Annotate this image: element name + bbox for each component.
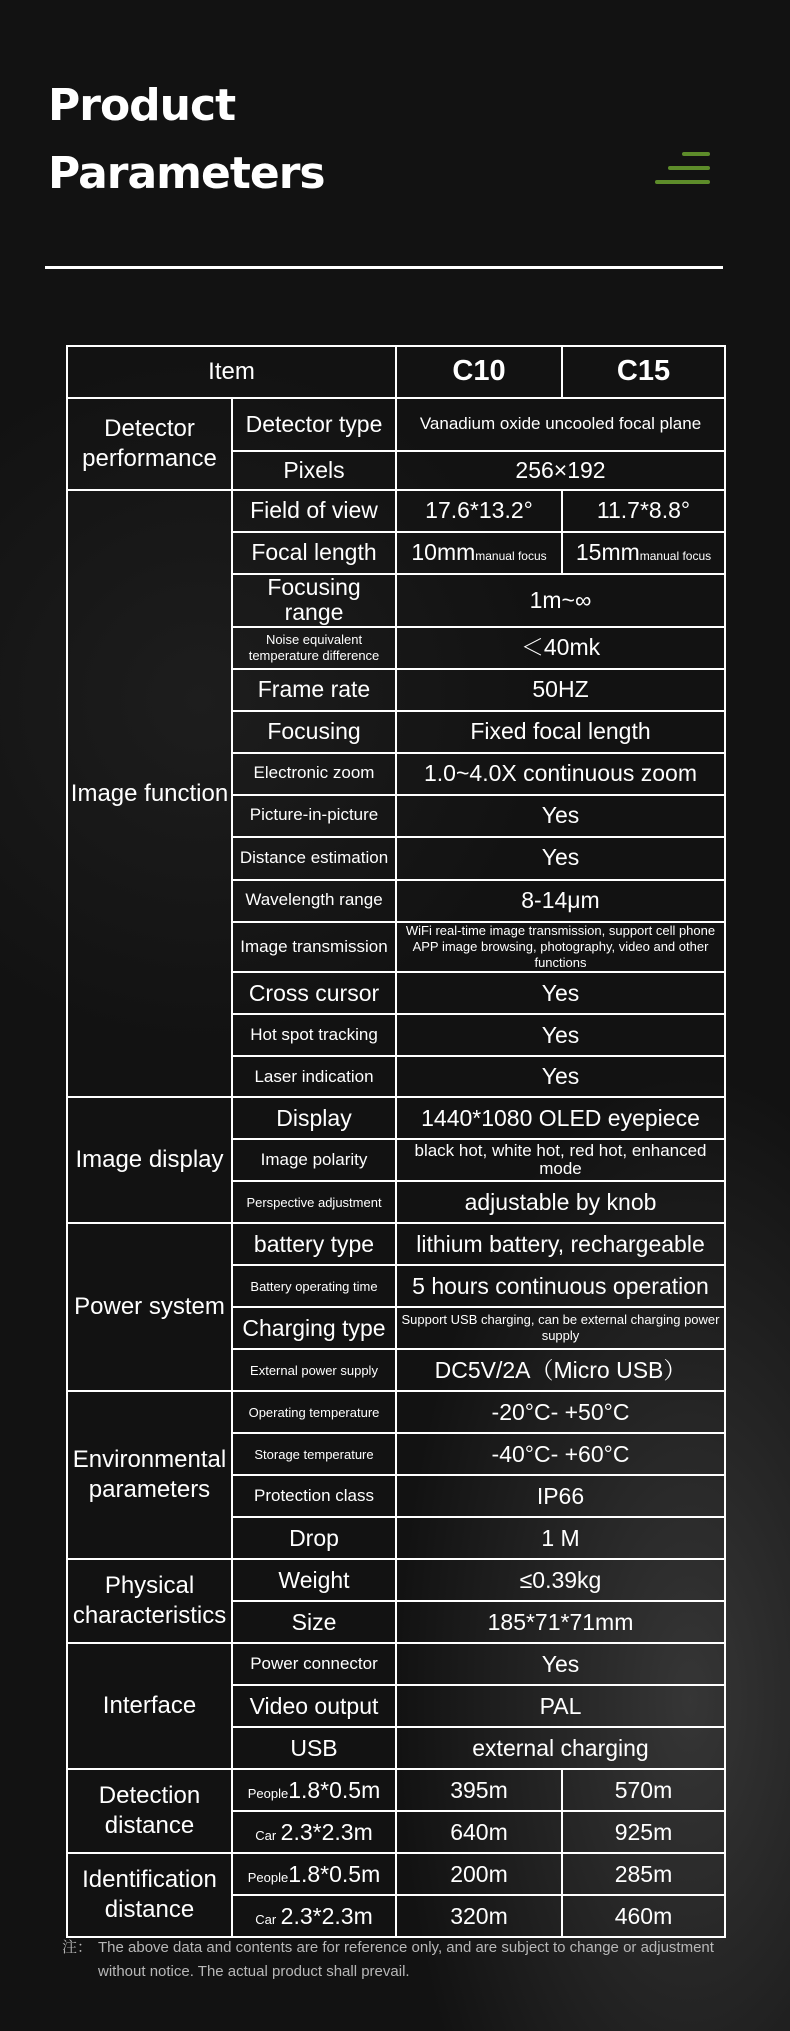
row-label-pip: Picture-in-picture: [232, 795, 396, 837]
row-label-hot-spot: Hot spot tracking: [232, 1014, 396, 1056]
row-label-display: Display: [232, 1097, 396, 1139]
header-item: Item: [67, 346, 396, 398]
row-label-focusing: Focusing: [232, 711, 396, 753]
manual-focus-note: manual focus: [639, 549, 712, 564]
focal-length-c15: 15mm: [575, 539, 640, 566]
row-label-battery-time: Battery operating time: [232, 1265, 396, 1307]
table-row: [67, 1559, 725, 1601]
row-value-detection-car-c15: 925m: [562, 1811, 725, 1853]
row-value-detection-people-c10: 395m: [396, 1769, 562, 1811]
row-value-wavelength: 8-14μm: [396, 880, 725, 922]
row-label-pixels: Pixels: [232, 451, 396, 490]
target-size: 1.8*0.5m: [288, 1860, 381, 1887]
group-power: Power system: [67, 1223, 232, 1391]
prefix-people: People: [247, 1785, 289, 1801]
row-value-focusing: Fixed focal length: [396, 711, 725, 753]
lines-decoration-icon: [655, 152, 710, 188]
row-value-polarity: black hot, white hot, red hot, enhanced mode: [396, 1139, 725, 1181]
row-label-distance-estimation: Distance estimation: [232, 837, 396, 880]
parameters-table: [66, 345, 726, 1938]
prefix-car: Car: [255, 1911, 277, 1927]
row-label-detection-car: [232, 1811, 396, 1853]
group-image-function: Image function: [67, 490, 232, 1097]
row-label-transmission: Image transmission: [232, 922, 396, 973]
target-size: 1.8*0.5m: [288, 1776, 381, 1803]
row-value-transmission: WiFi real-time image transmission, support cell phone APP image browsing, photography, video and other functions: [396, 922, 725, 973]
row-label-laser: Laser indication: [232, 1056, 396, 1097]
row-value-identification-car-c15: 460m: [562, 1895, 725, 1937]
row-value-laser: Yes: [396, 1056, 725, 1097]
table-row: [67, 1853, 725, 1895]
row-label-usb: USB: [232, 1727, 396, 1769]
row-value-ext-power: DC5V/2A（Micro USB）: [396, 1349, 725, 1391]
row-label-protection: Protection class: [232, 1475, 396, 1517]
row-label-op-temp: Operating temperature: [232, 1391, 396, 1433]
row-value-netd: ＜40mk: [396, 627, 725, 669]
row-label-zoom: Electronic zoom: [232, 753, 396, 795]
header-c10: C10: [396, 346, 562, 398]
table-row: [67, 1391, 725, 1433]
table-header-row: [67, 346, 725, 398]
row-value-hot-spot: Yes: [396, 1014, 725, 1056]
row-value-perspective: adjustable by knob: [396, 1181, 725, 1223]
title-line-2: Parameters: [48, 148, 325, 199]
prefix-car: Car: [255, 1827, 277, 1843]
row-label-detection-people: [232, 1769, 396, 1811]
row-value-focal-length-c15: [562, 532, 725, 574]
row-label-identification-car: [232, 1895, 396, 1937]
table-row: [67, 1769, 725, 1811]
row-label-wavelength: Wavelength range: [232, 880, 396, 922]
page-title: [48, 72, 325, 208]
row-value-battery-time: 5 hours continuous operation: [396, 1265, 725, 1307]
row-label-focal-length: Focal length: [232, 532, 396, 574]
row-value-pixels: 256×192: [396, 451, 725, 490]
row-label-fov: Field of view: [232, 490, 396, 532]
row-label-st-temp: Storage temperature: [232, 1433, 396, 1475]
row-value-fov-c15: 11.7*8.8°: [562, 490, 725, 532]
table-row: [67, 1643, 725, 1685]
row-value-power-connector: Yes: [396, 1643, 725, 1685]
footnote-text: The above data and contents are for reference only, and are subject to change or adjustment without notice. The actual product shall prevail.: [98, 1939, 714, 1980]
table-row: [67, 1097, 725, 1139]
title-line-1: Product: [48, 80, 236, 131]
row-label-drop: Drop: [232, 1517, 396, 1559]
row-value-video-output: PAL: [396, 1685, 725, 1727]
target-size: 2.3*2.3m: [280, 1902, 373, 1929]
table-row: [67, 398, 725, 451]
group-detection: Detection distance: [67, 1769, 232, 1853]
header-c15: C15: [562, 346, 725, 398]
row-value-charging: Support USB charging, can be external charging power supply: [396, 1307, 725, 1349]
row-value-protection: IP66: [396, 1475, 725, 1517]
row-label-identification-people: [232, 1853, 396, 1895]
table-row: [67, 490, 725, 532]
row-label-battery-type: battery type: [232, 1223, 396, 1265]
row-value-identification-car-c10: 320m: [396, 1895, 562, 1937]
row-label-perspective: Perspective adjustment: [232, 1181, 396, 1223]
group-detector: Detector performance: [67, 398, 232, 490]
row-label-ext-power: External power supply: [232, 1349, 396, 1391]
row-label-focusing-range: Focusing range: [232, 574, 396, 627]
group-physical: Physical characteristics: [67, 1559, 232, 1643]
row-label-detector-type: Detector type: [232, 398, 396, 451]
row-label-weight: Weight: [232, 1559, 396, 1601]
row-value-drop: 1 M: [396, 1517, 725, 1559]
footnote-mark: 注：: [62, 1939, 93, 1956]
row-value-identification-people-c10: 200m: [396, 1853, 562, 1895]
target-size: 2.3*2.3m: [280, 1818, 373, 1845]
row-label-video-output: Video output: [232, 1685, 396, 1727]
title-divider: [45, 266, 723, 269]
footnote: [62, 1936, 752, 1984]
row-value-st-temp: -40°C- +60°C: [396, 1433, 725, 1475]
row-value-detector-type: Vanadium oxide uncooled focal plane: [396, 398, 725, 451]
manual-focus-note: manual focus: [475, 549, 547, 564]
focal-length-c10: 10mm: [411, 539, 476, 566]
row-value-weight: ≤0.39kg: [396, 1559, 725, 1601]
row-value-detection-car-c10: 640m: [396, 1811, 562, 1853]
row-value-usb: external charging: [396, 1727, 725, 1769]
row-label-polarity: Image polarity: [232, 1139, 396, 1181]
row-value-zoom: 1.0~4.0X continuous zoom: [396, 753, 725, 795]
row-value-cross-cursor: Yes: [396, 972, 725, 1014]
row-value-frame-rate: 50HZ: [396, 669, 725, 711]
row-value-battery-type: lithium battery, rechargeable: [396, 1223, 725, 1265]
row-value-focusing-range: 1m~∞: [396, 574, 725, 627]
row-value-distance-estimation: Yes: [396, 837, 725, 880]
row-value-display: 1440*1080 OLED eyepiece: [396, 1097, 725, 1139]
group-image-display: Image display: [67, 1097, 232, 1223]
prefix-people: People: [247, 1869, 289, 1885]
row-label-power-connector: Power connector: [232, 1643, 396, 1685]
row-value-identification-people-c15: 285m: [562, 1853, 725, 1895]
group-identification: Identification distance: [67, 1853, 232, 1937]
group-environmental: Environmental parameters: [67, 1391, 232, 1559]
row-label-netd: Noise equivalent temperature difference: [232, 627, 396, 669]
row-label-size: Size: [232, 1601, 396, 1643]
group-interface: Interface: [67, 1643, 232, 1769]
row-label-cross-cursor: Cross cursor: [232, 972, 396, 1014]
row-label-frame-rate: Frame rate: [232, 669, 396, 711]
row-value-size: 185*71*71mm: [396, 1601, 725, 1643]
row-value-pip: Yes: [396, 795, 725, 837]
table-row: [67, 1223, 725, 1265]
row-value-op-temp: -20°C- +50°C: [396, 1391, 725, 1433]
row-label-charging: Charging type: [232, 1307, 396, 1349]
row-value-detection-people-c15: 570m: [562, 1769, 725, 1811]
row-value-focal-length-c10: [396, 532, 562, 574]
row-value-fov-c10: 17.6*13.2°: [396, 490, 562, 532]
